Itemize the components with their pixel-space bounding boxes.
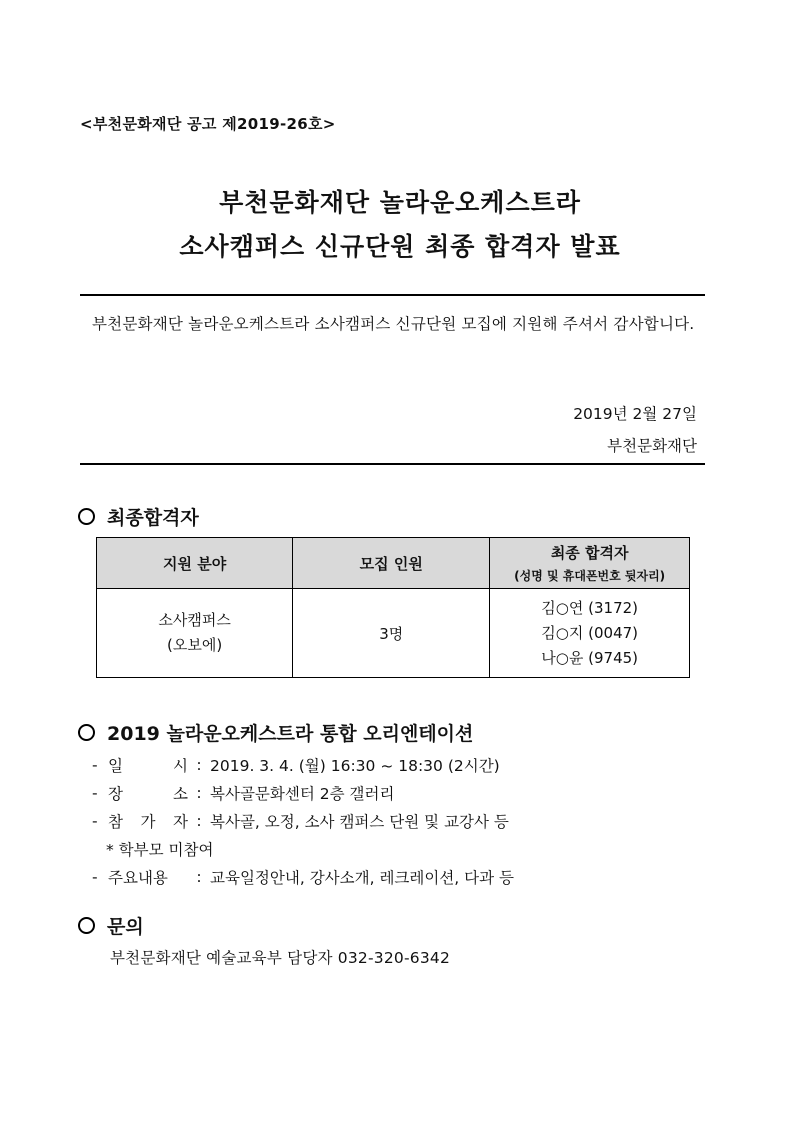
winner-entry: 김○연 (3172)	[541, 598, 639, 617]
page-title-line1: 부천문화재단 놀라운오케스트라	[219, 188, 581, 217]
table-header-row	[97, 538, 690, 589]
circle-bullet-icon	[78, 724, 95, 741]
detail-label: 참 가 자	[108, 813, 188, 831]
page-title-line2: 소사캠퍼스 신규단원 최종 합격자 발표	[179, 232, 621, 261]
field-instrument: (오보에)	[167, 636, 223, 654]
header-winners	[490, 538, 690, 589]
section-title: 문의	[107, 916, 144, 938]
notice-number: <부천문화재단 공고 제2019-26호>	[80, 115, 336, 133]
detail-value: 교육일정안내, 강사소개, 레크레이션, 다과 등	[210, 869, 515, 887]
field-name: 소사캠퍼스	[158, 611, 231, 629]
detail-row-date: - 일 시 : 2019. 3. 4. (월) 16:30 ~ 18:30 (2시간)	[92, 756, 500, 775]
section-final-results-heading	[78, 503, 199, 530]
bottom-divider	[80, 463, 705, 465]
winner-entry: 나○윤 (9745)	[541, 648, 639, 667]
detail-value: 복사골문화센터 2층 갤러리	[210, 785, 395, 803]
detail-label: 장 소	[108, 785, 188, 803]
cell-field	[97, 589, 293, 678]
detail-value: 복사골, 오정, 소사 캠퍼스 단원 및 교강사 등	[210, 813, 509, 831]
detail-value: 2019. 3. 4. (월) 16:30 ~ 18:30 (2시간)	[210, 757, 500, 775]
header-winners-sub: (성명 및 휴대폰번호 뒷자리)	[514, 569, 666, 583]
top-divider	[80, 294, 705, 296]
organization-name: 부천문화재단	[607, 437, 697, 455]
detail-row-participants: - 참 가 자 : 복사골, 오정, 소사 캠퍼스 단원 및 교강사 등	[92, 812, 509, 831]
header-count: 모집 인원	[293, 538, 490, 589]
section-inquiry-heading	[78, 912, 144, 939]
cell-winners	[490, 589, 690, 678]
section-orientation-heading	[78, 719, 473, 746]
winner-entry: 김○지 (0047)	[541, 623, 639, 642]
intro-text: 부천문화재단 놀라운오케스트라 소사캠퍼스 신규단원 모집에 지원해 주셔서 감사합니다.	[92, 315, 695, 333]
circle-bullet-icon	[78, 917, 95, 934]
detail-row-content: - 주요내용 : 교육일정안내, 강사소개, 레크레이션, 다과 등	[92, 868, 515, 887]
table-row	[97, 589, 690, 678]
announcement-date: 2019년 2월 27일	[573, 405, 697, 423]
cell-count: 3명	[293, 589, 490, 678]
contact-info: 부천문화재단 예술교육부 담당자 032-320-6342	[110, 949, 451, 967]
detail-label: 일 시	[108, 757, 188, 775]
detail-label: 주요내용	[108, 869, 168, 887]
detail-row-place: - 장 소 : 복사골문화센터 2층 갤러리	[92, 784, 395, 803]
circle-bullet-icon	[78, 508, 95, 525]
results-table	[96, 537, 690, 678]
header-winners-label: 최종 합격자	[550, 544, 629, 562]
orientation-details	[92, 751, 514, 891]
section-title: 2019 놀라운오케스트라 통합 오리엔테이션	[107, 723, 474, 745]
detail-note: * 학부모 미참여	[106, 841, 214, 859]
section-title: 최종합격자	[107, 507, 199, 529]
header-field: 지원 분야	[97, 538, 293, 589]
